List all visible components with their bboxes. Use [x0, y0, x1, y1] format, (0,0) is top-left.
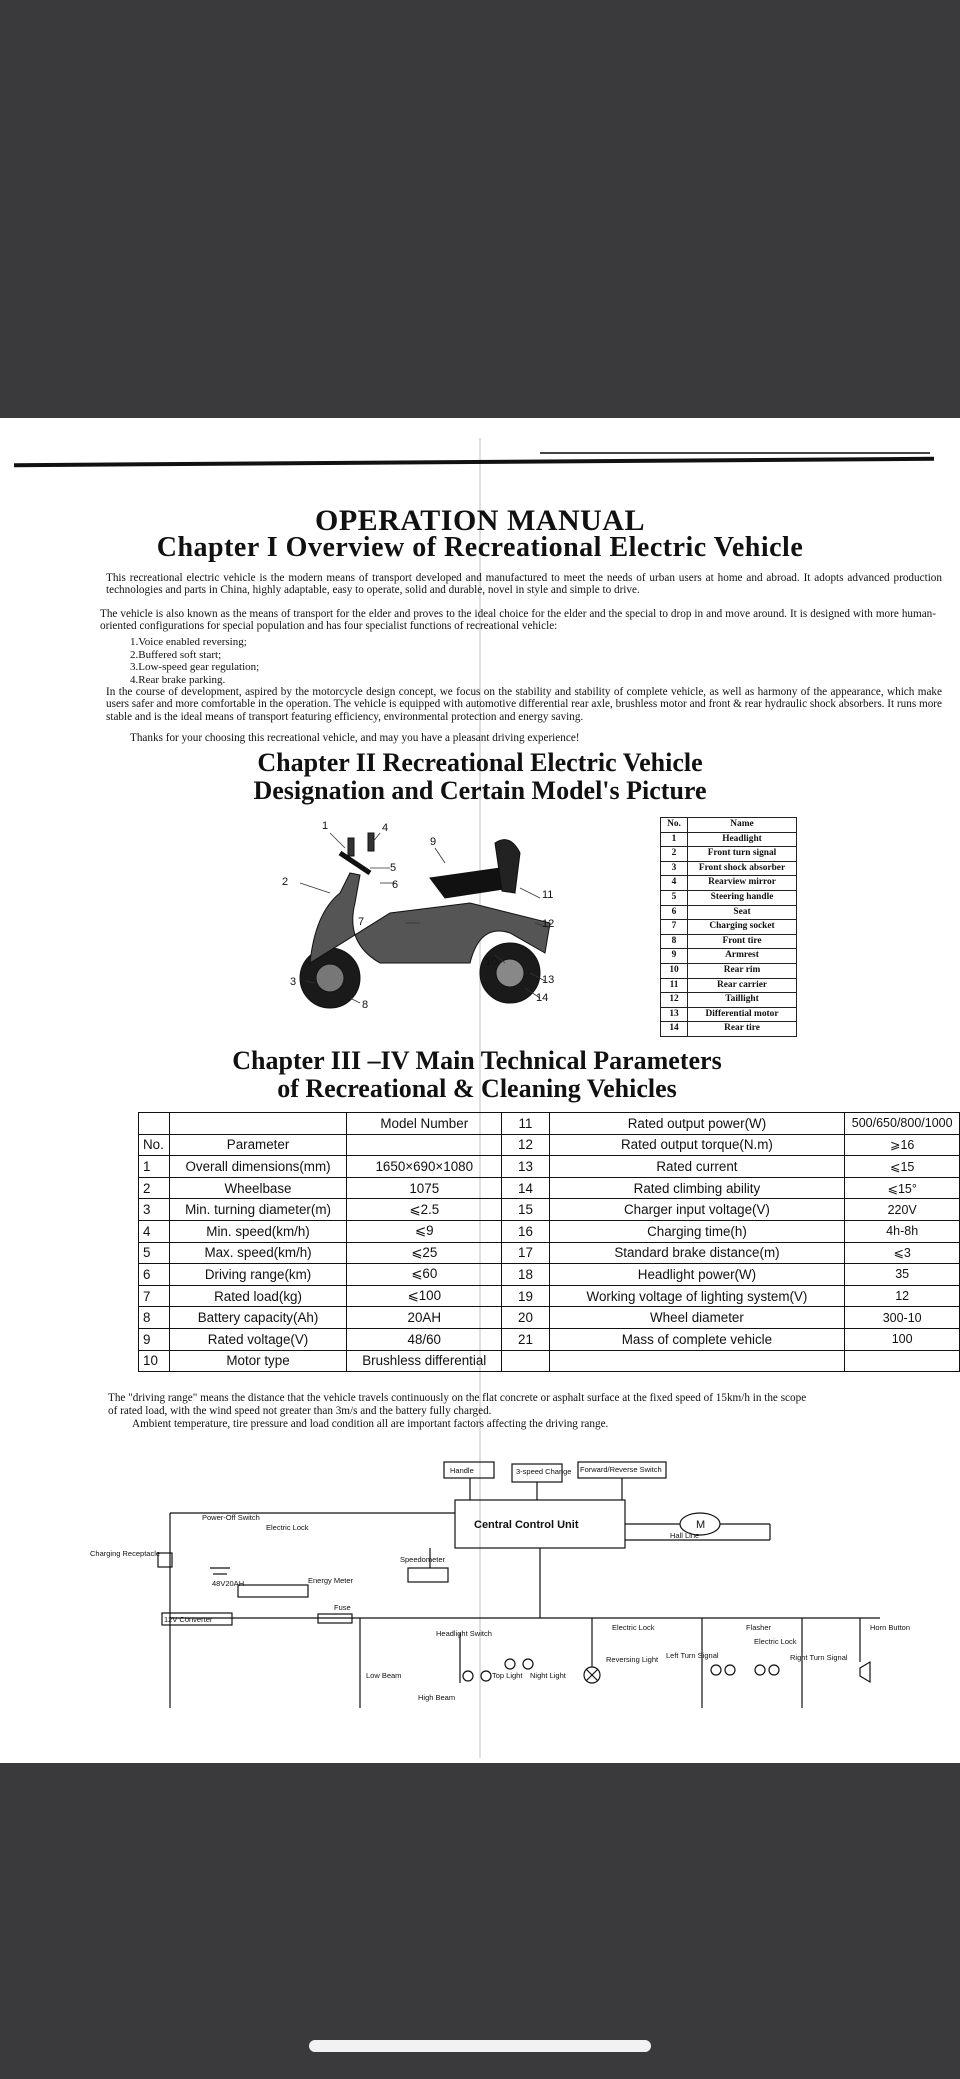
spec-cell-value: ⩽60 — [347, 1264, 502, 1286]
elder-paragraph: The vehicle is also known as the means of transport for the elder and proves to the ideal choice for the elder and the special to drop in and move around. It is designed with more human-oriented configurations for special population and has four specialist functions of recreational vehicle: — [100, 608, 936, 633]
spec-cell-value2: 100 — [845, 1328, 960, 1350]
spec-cell-value: ⩽25 — [347, 1242, 502, 1264]
chapter3-title-line1: Chapter III –IV Main Technical Parameters — [232, 1046, 722, 1075]
wiring-electric-lock: Electric Lock — [266, 1523, 309, 1532]
spec-cell-no: 6 — [139, 1264, 170, 1286]
spec-row — [139, 1264, 960, 1286]
scooter-illustration — [270, 813, 650, 1028]
parts-no: 9 — [661, 949, 688, 964]
spec-cell-value2: 300-10 — [845, 1307, 960, 1329]
spec-cell-param2: Charger input voltage(V) — [549, 1199, 845, 1221]
parts-row — [661, 832, 797, 847]
callout-1: 1 — [322, 820, 329, 832]
chapter2-title-line1: Chapter II Recreational Electric Vehicle — [257, 748, 703, 777]
wiring-fwd-rev: Forward/Reverse Switch — [580, 1465, 662, 1474]
callout-8: 8 — [362, 999, 369, 1011]
spec-cell-value2: 220V — [845, 1199, 960, 1221]
spec-cell-parameter: Min. turning diameter(m) — [169, 1199, 346, 1221]
spec-cell-value: ⩽100 — [347, 1285, 502, 1307]
development-paragraph: In the course of development, aspired by the motorcycle design concept, we focus on the stability and stability of complete vehicle, as well as harmony of the appearance, which make users safer and more comfortable in the operation. The vehicle is equipped with automotive differential rear axle, brushless motor and front & rear hydraulic shock absorbers. It runs more stable and is the ideal means of transport featuring efficiency, environmental protection and energy saving. — [106, 686, 942, 723]
manual-page — [0, 418, 960, 1763]
parts-row — [661, 905, 797, 920]
spec-cell-param2: Standard brake distance(m) — [549, 1242, 845, 1264]
feature-item: 4.Rear brake parking. — [130, 673, 226, 686]
parts-row — [661, 993, 797, 1008]
spec-cell-no: 5 — [139, 1242, 170, 1264]
parts-row — [661, 876, 797, 891]
thanks-line: Thanks for your choosing this recreational vehicle, and may you have a pleasant driving experience! — [130, 732, 580, 744]
spec-cell-value2: ⩽15° — [845, 1177, 960, 1199]
parts-row — [661, 963, 797, 978]
wiring-left-turn: Left Turn Signal — [666, 1651, 719, 1660]
parts-no: 8 — [661, 934, 688, 949]
spec-row — [139, 1328, 960, 1350]
spec-cell-parameter: Rated voltage(V) — [169, 1328, 346, 1350]
parts-name: Front tire — [688, 934, 797, 949]
top-dark-bar — [0, 0, 960, 418]
parts-no: 3 — [661, 861, 688, 876]
callout-7: 7 — [358, 916, 365, 928]
parts-table — [660, 817, 797, 1037]
spec-row — [139, 1177, 960, 1199]
parts-name: Armrest — [688, 949, 797, 964]
spec-cell-param2: Mass of complete vehicle — [549, 1328, 845, 1350]
parts-row — [661, 949, 797, 964]
wiring-fuse: Fuse — [334, 1603, 351, 1612]
parts-name: Front shock absorber — [688, 861, 797, 876]
wiring-energy-meter: Energy Meter — [308, 1576, 354, 1585]
spec-cell-value2 — [845, 1350, 960, 1372]
wiring-low-beam: Low Beam — [366, 1671, 402, 1680]
spec-row — [139, 1350, 960, 1372]
parts-no: 4 — [661, 876, 688, 891]
spec-cell-parameter: Wheelbase — [169, 1177, 346, 1199]
spec-cell-value: ⩽2.5 — [347, 1199, 502, 1221]
spec-cell-value: 48/60 — [347, 1328, 502, 1350]
spec-cell-parameter: Driving range(km) — [169, 1264, 346, 1286]
parts-row — [661, 861, 797, 876]
wiring-horn: Horn Button — [870, 1623, 911, 1632]
driving-range-note-cont: of rated load, with the wind speed not greater than 3m/s and the battery fully charged. — [108, 1405, 492, 1417]
wiring-charging: Charging Receptacle — [90, 1549, 161, 1558]
ambient-note: Ambient temperature, tire pressure and load condition all are important factors affecting the driving range. — [132, 1418, 609, 1430]
top-rule — [14, 457, 934, 467]
parts-name: Headlight — [688, 832, 797, 847]
spec-table — [138, 1112, 960, 1372]
bottom-dark-bar — [0, 1763, 960, 2079]
spec-cell-no: 7 — [139, 1285, 170, 1307]
spec-cell-value: 20AH — [347, 1307, 502, 1329]
parts-no: 6 — [661, 905, 688, 920]
spec-cell-parameter: Motor type — [169, 1350, 346, 1372]
spec-cell-no2: 12 — [502, 1134, 549, 1156]
home-indicator[interactable] — [309, 2040, 651, 2052]
wiring-speedometer: Speedometer — [400, 1555, 446, 1564]
parts-name: Rear carrier — [688, 978, 797, 993]
spec-cell-no: 1 — [139, 1156, 170, 1178]
spec-cell-no2: 20 — [502, 1307, 549, 1329]
feature-item: 3.Low-speed gear regulation; — [130, 661, 260, 673]
parts-name: Taillight — [688, 993, 797, 1008]
spec-cell-no2: 21 — [502, 1328, 549, 1350]
parts-row — [661, 920, 797, 935]
spec-cell-no: 10 — [139, 1350, 170, 1372]
driving-range-note: The "driving range" means the distance that the vehicle travels continuously on the flat concrete or asphalt surface at the fixed speed of 15km/h in the scope — [108, 1392, 807, 1404]
spec-cell-param2: Rated output torque(N.m) — [549, 1134, 845, 1156]
spec-cell-value2: 35 — [845, 1264, 960, 1286]
spec-cell-parameter: Max. speed(km/h) — [169, 1242, 346, 1264]
spec-cell-param2: Rated output power(W) — [549, 1113, 845, 1135]
wiring-high-beam: High Beam — [418, 1693, 456, 1702]
parts-row — [661, 847, 797, 862]
spec-cell-no: 8 — [139, 1307, 170, 1329]
wiring-flasher: Flasher — [746, 1623, 772, 1632]
spec-row — [139, 1242, 960, 1264]
wiring-battery: 48V20AH — [212, 1579, 245, 1588]
parts-no: 5 — [661, 890, 688, 905]
parts-name: Charging socket — [688, 920, 797, 935]
spec-cell-no: 4 — [139, 1220, 170, 1242]
spec-cell-value2: ⩽15 — [845, 1156, 960, 1178]
spec-cell-no2 — [502, 1350, 549, 1372]
callout-2: 2 — [282, 876, 289, 888]
parts-row — [661, 1022, 797, 1037]
wiring-headlight-switch: Headlight Switch — [436, 1629, 492, 1638]
parts-row — [661, 1007, 797, 1022]
callout-6: 6 — [392, 879, 399, 891]
wiring-motor: M — [696, 1519, 706, 1531]
wiring-reversing: Reversing Light — [606, 1655, 659, 1664]
parts-name: Rear rim — [688, 963, 797, 978]
callout-4: 4 — [382, 822, 389, 834]
spec-cell-parameter: Overall dimensions(mm) — [169, 1156, 346, 1178]
parts-header-row — [661, 818, 797, 833]
parts-no: 13 — [661, 1007, 688, 1022]
parts-no: 1 — [661, 832, 688, 847]
spec-cell-param2: Working voltage of lighting system(V) — [549, 1285, 845, 1307]
spec-header-no: No. — [139, 1134, 170, 1156]
spec-cell-parameter: Rated load(kg) — [169, 1285, 346, 1307]
chapter2-title-line2: Designation and Certain Model's Picture — [253, 776, 707, 805]
spec-cell-value: 1075 — [347, 1177, 502, 1199]
wiring-electric-lock2: Electric Lock — [612, 1623, 655, 1632]
spec-cell-value: 1650×690×1080 — [347, 1156, 502, 1178]
feature-list — [130, 636, 259, 686]
spec-cell-value2: 12 — [845, 1285, 960, 1307]
callout-5: 5 — [390, 862, 397, 874]
parts-header-no: No. — [661, 818, 688, 833]
chapter1-title: Chapter I Overview of Recreational Electric Vehicle — [156, 532, 804, 563]
parts-name: Front turn signal — [688, 847, 797, 862]
spec-cell-no: 2 — [139, 1177, 170, 1199]
spec-cell-no2: 19 — [502, 1285, 549, 1307]
intro-paragraph: This recreational electric vehicle is the modern means of transport developed and manufactured to meet the needs of urban users at home and abroad. It adopts advanced production technologies and parts in China, highly adaptable, easy to operate, solid and durable, novel in style and simple to drive. — [106, 572, 942, 597]
spec-header-model: Model Number — [347, 1113, 502, 1135]
spec-header-parameter: Parameter — [169, 1134, 346, 1156]
wiring-electric-lock3: Electric Lock — [754, 1637, 797, 1646]
callout-14: 14 — [536, 992, 549, 1004]
spec-header-row — [139, 1113, 960, 1135]
wiring-power-switch: Power-Off Switch — [202, 1513, 260, 1522]
chapter3-title-line2: of Recreational & Cleaning Vehicles — [277, 1074, 677, 1103]
wiring-speed-change: 3-speed Change — [516, 1467, 572, 1476]
spec-cell-no2: 13 — [502, 1156, 549, 1178]
spec-cell-param2: Wheel diameter — [549, 1307, 845, 1329]
top-rule-thin — [540, 452, 930, 454]
spec-cell-value2: 4h-8h — [845, 1220, 960, 1242]
spec-row — [139, 1285, 960, 1307]
spec-cell-param2 — [549, 1350, 845, 1372]
parts-name: Rear tire — [688, 1022, 797, 1037]
parts-row — [661, 934, 797, 949]
spec-row — [139, 1307, 960, 1329]
feature-item: 1.Voice enabled reversing; — [130, 636, 247, 648]
wiring-right-turn: Right Turn Signal — [790, 1653, 848, 1662]
parts-no: 2 — [661, 847, 688, 862]
spec-row — [139, 1134, 960, 1156]
feature-item: 2.Buffered soft start; — [130, 648, 222, 661]
parts-no: 10 — [661, 963, 688, 978]
spec-cell-no2: 15 — [502, 1199, 549, 1221]
callout-10: 10 — [485, 956, 498, 968]
parts-header-name: Name — [688, 818, 797, 833]
spec-row — [139, 1220, 960, 1242]
spec-cell-parameter: Battery capacity(Ah) — [169, 1307, 346, 1329]
parts-row — [661, 890, 797, 905]
spec-cell-parameter: Min. speed(km/h) — [169, 1220, 346, 1242]
wiring-hall: Hall Line — [670, 1531, 700, 1540]
spec-cell-param2: Charging time(h) — [549, 1220, 845, 1242]
spec-cell-value2: ⩽3 — [845, 1242, 960, 1264]
callout-11: 11 — [542, 889, 554, 901]
parts-no: 7 — [661, 920, 688, 935]
wiring-ccu: Central Control Unit — [474, 1519, 579, 1531]
spec-cell-param2: Rated climbing ability — [549, 1177, 845, 1199]
parts-name: Seat — [688, 905, 797, 920]
spec-cell-value2: 500/650/800/1000 — [845, 1113, 960, 1135]
parts-no: 12 — [661, 993, 688, 1008]
wiring-handle: Handle — [450, 1466, 474, 1475]
spec-cell-value2: ⩾16 — [845, 1134, 960, 1156]
parts-name: Differential motor — [688, 1007, 797, 1022]
wiring-diagram — [90, 1438, 930, 1738]
spec-cell-no: 3 — [139, 1199, 170, 1221]
callout-13: 13 — [542, 974, 555, 986]
callout-3: 3 — [290, 976, 297, 988]
spec-cell-param2: Headlight power(W) — [549, 1264, 845, 1286]
manual-title: OPERATION MANUAL — [315, 504, 645, 537]
spec-row — [139, 1156, 960, 1178]
wiring-top-light: Top Light — [492, 1671, 523, 1680]
parts-name: Steering handle — [688, 890, 797, 905]
spec-cell-no2: 16 — [502, 1220, 549, 1242]
spec-cell-param2: Rated current — [549, 1156, 845, 1178]
wiring-night-light: Night Light — [530, 1671, 566, 1680]
spec-cell-no2: 14 — [502, 1177, 549, 1199]
callout-12: 12 — [542, 918, 555, 930]
parts-no: 11 — [661, 978, 688, 993]
parts-no: 14 — [661, 1022, 688, 1037]
spec-cell-no2: 18 — [502, 1264, 549, 1286]
spec-cell-value: Brushless differential — [347, 1350, 502, 1372]
parts-row — [661, 978, 797, 993]
wiring-converter: 12V Converter — [164, 1615, 213, 1624]
spec-row — [139, 1199, 960, 1221]
parts-name: Rearview mirror — [688, 876, 797, 891]
spec-cell-no: 9 — [139, 1328, 170, 1350]
spec-cell-no2: 11 — [502, 1113, 549, 1135]
spec-cell-value: ⩽9 — [347, 1220, 502, 1242]
spec-cell-no2: 17 — [502, 1242, 549, 1264]
callout-9: 9 — [430, 836, 437, 848]
